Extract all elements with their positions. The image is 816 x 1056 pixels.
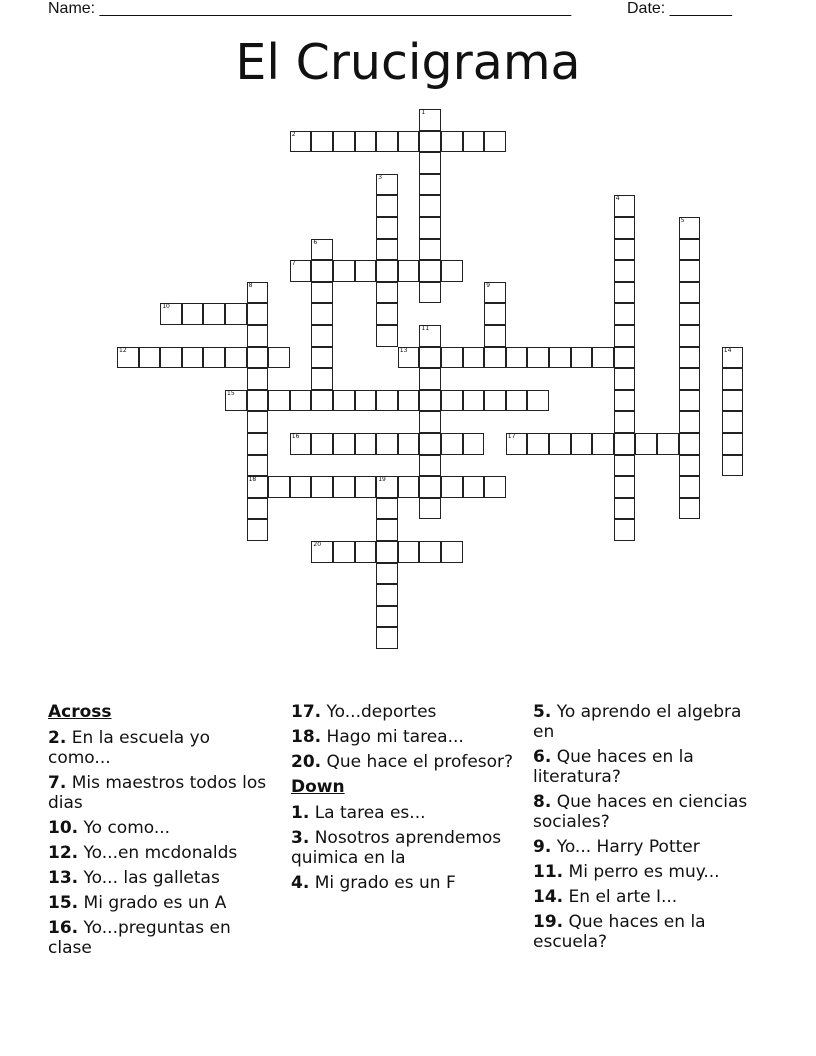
crossword-cell[interactable]	[225, 390, 247, 412]
crossword-cell[interactable]	[376, 260, 398, 282]
crossword-cell[interactable]	[592, 347, 614, 369]
down-clue: 6. Que haces en la literatura?	[533, 747, 694, 787]
crossword-cell[interactable]	[311, 260, 333, 282]
crossword-cell[interactable]	[376, 131, 398, 153]
crossword-cell[interactable]	[484, 476, 506, 498]
crossword-cell[interactable]	[722, 368, 744, 390]
crossword-cell[interactable]	[247, 476, 269, 498]
cell-number: 20	[313, 541, 322, 548]
across-clue: 10. Yo como...	[48, 818, 171, 838]
crossword-cell[interactable]	[463, 476, 485, 498]
crossword-cell[interactable]	[376, 390, 398, 412]
crossword-cell[interactable]	[419, 195, 441, 217]
crossword-cell[interactable]	[376, 606, 398, 628]
across-clue: 2. En la escuela yo como...	[48, 728, 211, 768]
crossword-cell[interactable]	[679, 260, 701, 282]
crossword-cell[interactable]	[679, 498, 701, 520]
crossword-cell[interactable]	[290, 390, 312, 412]
crossword-cell[interactable]	[398, 476, 420, 498]
crossword-cell[interactable]	[376, 195, 398, 217]
crossword-cell[interactable]	[247, 347, 269, 369]
crossword-cell[interactable]	[679, 217, 701, 239]
crossword-cell[interactable]	[311, 433, 333, 455]
crossword-cell[interactable]	[247, 368, 269, 390]
crossword-cell[interactable]	[441, 260, 463, 282]
crossword-cell[interactable]	[614, 433, 636, 455]
crossword-cell[interactable]	[679, 390, 701, 412]
down-clue: 3. Nosotros aprendemos quimica en la	[291, 828, 502, 868]
crossword-cell[interactable]	[463, 347, 485, 369]
crossword-cell[interactable]	[160, 347, 182, 369]
cell-number: 16	[291, 433, 300, 440]
down-clue: 5. Yo aprendo el algebra en	[533, 702, 742, 742]
down-clue: 11. Mi perro es muy...	[533, 862, 720, 882]
crossword-cell[interactable]	[333, 433, 355, 455]
crossword-cell[interactable]	[419, 390, 441, 412]
crossword-cell[interactable]	[614, 239, 636, 261]
crossword-cell[interactable]	[484, 303, 506, 325]
crossword-cell[interactable]	[247, 282, 269, 304]
crossword-cell[interactable]	[398, 541, 420, 563]
crossword-cell[interactable]	[139, 347, 161, 369]
crossword-cell[interactable]	[182, 347, 204, 369]
crossword-cell[interactable]	[614, 519, 636, 541]
crossword-cell[interactable]	[117, 347, 139, 369]
across-clue: 20. Que hace el profesor?	[291, 752, 514, 772]
down-clue: 9. Yo... Harry Potter	[533, 837, 700, 857]
crossword-cell[interactable]	[419, 455, 441, 477]
crossword-cell[interactable]	[376, 541, 398, 563]
crossword-cell[interactable]	[355, 260, 377, 282]
down-clue: 14. En el arte I...	[533, 887, 678, 907]
crossword-cell[interactable]	[376, 239, 398, 261]
crossword-cell[interactable]	[506, 347, 528, 369]
cell-number: 5	[680, 217, 685, 224]
crossword-cell[interactable]	[614, 455, 636, 477]
cell-number: 3	[378, 173, 383, 181]
crossword-cell[interactable]	[441, 131, 463, 153]
across-heading: Across	[48, 702, 112, 722]
crossword-cell[interactable]	[441, 347, 463, 369]
crossword-cell[interactable]	[333, 390, 355, 412]
crossword-cell[interactable]	[614, 411, 636, 433]
down-clue: 19. Que haces en la escuela?	[533, 912, 706, 952]
crossword-cell[interactable]	[419, 282, 441, 304]
across-clue: 15. Mi grado es un A	[48, 893, 227, 913]
crossword-cell[interactable]	[722, 455, 744, 477]
crossword-cell[interactable]	[419, 131, 441, 153]
crossword-cell[interactable]	[614, 390, 636, 412]
name-field[interactable]: Name: _____________________________________________________	[48, 0, 572, 17]
crossword-cell[interactable]	[614, 476, 636, 498]
crossword-cell[interactable]	[679, 368, 701, 390]
crossword-cell[interactable]	[679, 476, 701, 498]
crossword-cell[interactable]	[247, 498, 269, 520]
crossword-cell[interactable]	[290, 260, 312, 282]
crossword-cell[interactable]	[419, 109, 441, 131]
crossword-cell[interactable]	[549, 433, 571, 455]
crossword-cell[interactable]	[635, 433, 657, 455]
crossword-cell[interactable]	[419, 498, 441, 520]
crossword-cell[interactable]	[333, 476, 355, 498]
across-clue: 7. Mis maestros todos los dias	[48, 773, 267, 813]
crossword-cell[interactable]	[311, 131, 333, 153]
cell-number: 12	[119, 346, 127, 354]
crossword-cell[interactable]	[679, 455, 701, 477]
crossword-cell[interactable]	[614, 347, 636, 369]
crossword-cell[interactable]	[376, 627, 398, 649]
cell-number: 19	[378, 476, 386, 484]
crossword-cell[interactable]	[722, 347, 744, 369]
crossword-cell[interactable]	[376, 498, 398, 520]
crossword-cell[interactable]	[268, 390, 290, 412]
crossword-cell[interactable]	[679, 282, 701, 304]
crossword-cell[interactable]	[614, 195, 636, 217]
cell-number: 2	[291, 130, 296, 138]
crossword-cell[interactable]	[571, 433, 593, 455]
crossword-cell[interactable]	[225, 303, 247, 325]
crossword-cell[interactable]	[419, 217, 441, 239]
crossword-cell[interactable]	[614, 325, 636, 347]
cell-number: 14	[723, 346, 732, 354]
crossword-cell[interactable]	[419, 347, 441, 369]
crossword-cell[interactable]	[614, 303, 636, 325]
crossword-cell[interactable]	[419, 260, 441, 282]
crossword-cell[interactable]	[506, 390, 528, 412]
crossword-cell[interactable]	[419, 476, 441, 498]
crossword-cell[interactable]	[419, 433, 441, 455]
crossword-cell[interactable]	[247, 390, 269, 412]
crossword-cell[interactable]	[311, 239, 333, 261]
crossword-cell[interactable]	[333, 131, 355, 153]
crossword-cell[interactable]	[527, 433, 549, 455]
across-clue: 13. Yo... las galletas	[48, 868, 220, 888]
crossword-cell[interactable]	[679, 347, 701, 369]
crossword-cell[interactable]	[355, 131, 377, 153]
across-clue: 16. Yo...preguntas en clase	[48, 918, 231, 958]
crossword-cell[interactable]	[311, 347, 333, 369]
crossword-cell[interactable]	[419, 368, 441, 390]
cell-number: 15	[227, 389, 235, 397]
crossword-cell[interactable]	[225, 347, 247, 369]
crossword-cell[interactable]	[376, 325, 398, 347]
down-clue: 4. Mi grado es un F	[291, 873, 456, 893]
crossword-cell[interactable]	[419, 541, 441, 563]
crossword-cell[interactable]	[311, 325, 333, 347]
crossword-cell[interactable]	[484, 390, 506, 412]
crossword-cell[interactable]	[376, 282, 398, 304]
crossword-cell[interactable]	[419, 174, 441, 196]
crossword-cell[interactable]	[355, 433, 377, 455]
date-field[interactable]: Date: _______	[627, 0, 732, 17]
crossword-cell[interactable]	[679, 325, 701, 347]
crossword-cell[interactable]	[268, 347, 290, 369]
crossword-cell[interactable]	[333, 541, 355, 563]
crossword-cell[interactable]	[441, 433, 463, 455]
crossword-cell[interactable]	[376, 174, 398, 196]
cell-number: 11	[421, 325, 430, 332]
crossword-cell[interactable]	[722, 390, 744, 412]
crossword-cell[interactable]	[311, 476, 333, 498]
crossword-cell[interactable]	[182, 303, 204, 325]
crossword-cell[interactable]	[376, 584, 398, 606]
crossword-cell[interactable]	[290, 131, 312, 153]
crossword-cell[interactable]	[614, 498, 636, 520]
crossword-cell[interactable]	[484, 347, 506, 369]
crossword-cell[interactable]	[679, 239, 701, 261]
crossword-cell[interactable]	[398, 260, 420, 282]
crossword-cell[interactable]	[614, 260, 636, 282]
across-clue: 18. Hago mi tarea...	[291, 727, 464, 747]
cell-number: 13	[399, 346, 408, 354]
crossword-cell[interactable]	[419, 325, 441, 347]
crossword-cell[interactable]	[376, 563, 398, 585]
crossword-cell[interactable]	[679, 303, 701, 325]
crossword-cell[interactable]	[311, 390, 333, 412]
cell-number: 7	[291, 260, 296, 268]
crossword-cell[interactable]	[398, 347, 420, 369]
crossword-cell[interactable]	[247, 325, 269, 347]
crossword-cell[interactable]	[484, 325, 506, 347]
across-clue: 12. Yo...en mcdonalds	[48, 843, 238, 863]
crossword-cell[interactable]	[506, 433, 528, 455]
page-title: El Crucigrama	[235, 34, 581, 91]
clue-column-2	[291, 702, 519, 898]
crossword-cell[interactable]	[311, 541, 333, 563]
crossword-cell[interactable]	[333, 260, 355, 282]
crossword-cell[interactable]	[290, 476, 312, 498]
cell-number: 17	[507, 433, 516, 440]
crossword-cell[interactable]	[398, 390, 420, 412]
crossword-cell[interactable]	[441, 390, 463, 412]
cell-number: 4	[615, 195, 620, 203]
crossword-cell[interactable]	[419, 239, 441, 261]
crossword-cell[interactable]	[376, 476, 398, 498]
crossword-cell[interactable]	[355, 390, 377, 412]
crossword-cell[interactable]	[311, 303, 333, 325]
crossword-cell[interactable]	[549, 347, 571, 369]
crossword-cell[interactable]	[376, 433, 398, 455]
crossword-cell[interactable]	[247, 411, 269, 433]
down-heading: Down	[291, 777, 345, 797]
crossword-cell[interactable]	[571, 347, 593, 369]
crossword-cell[interactable]	[419, 152, 441, 174]
crossword-cell[interactable]	[441, 476, 463, 498]
cell-number: 10	[162, 303, 170, 311]
crossword-cell[interactable]	[247, 433, 269, 455]
down-clue: 8. Que haces en ciencias sociales?	[533, 792, 748, 832]
crossword-cell[interactable]	[463, 433, 485, 455]
crossword-cell[interactable]	[614, 368, 636, 390]
crossword-cell[interactable]	[463, 390, 485, 412]
crossword-cell[interactable]	[160, 303, 182, 325]
crossword-cell[interactable]	[614, 217, 636, 239]
clue-column-3	[533, 702, 761, 957]
crossword-cell[interactable]	[679, 411, 701, 433]
crossword-cell[interactable]	[311, 368, 333, 390]
crossword-cell[interactable]	[657, 433, 679, 455]
crossword-cell[interactable]	[290, 433, 312, 455]
crossword-cell[interactable]	[268, 476, 290, 498]
crossword-cell[interactable]	[419, 411, 441, 433]
crossword-cell[interactable]	[355, 541, 377, 563]
crossword-cell[interactable]	[441, 541, 463, 563]
cell-number: 18	[248, 476, 257, 484]
crossword-cell[interactable]	[203, 303, 225, 325]
crossword-cell[interactable]	[376, 519, 398, 541]
crossword-cell[interactable]	[398, 131, 420, 153]
crossword-cell[interactable]	[722, 433, 744, 455]
cell-number: 9	[486, 281, 491, 289]
crossword-cell[interactable]	[484, 131, 506, 153]
crossword-cell[interactable]	[722, 411, 744, 433]
crossword-cell[interactable]	[311, 282, 333, 304]
crossword-cell[interactable]	[527, 347, 549, 369]
crossword-cell[interactable]	[527, 390, 549, 412]
crossword-cell[interactable]	[247, 303, 269, 325]
crossword-cell[interactable]	[203, 347, 225, 369]
crossword-cell[interactable]	[355, 476, 377, 498]
crossword-cell[interactable]	[463, 131, 485, 153]
cell-number: 6	[313, 238, 318, 246]
down-clue: 1. La tarea es...	[291, 803, 426, 823]
clue-column-1	[48, 702, 276, 963]
crossword-cell[interactable]	[376, 303, 398, 325]
crossword-cell[interactable]	[614, 282, 636, 304]
crossword-cell[interactable]	[247, 455, 269, 477]
cell-number: 1	[421, 109, 426, 116]
crossword-cell[interactable]	[376, 217, 398, 239]
crossword-cell[interactable]	[484, 282, 506, 304]
cell-number: 8	[248, 281, 253, 289]
crossword-cell[interactable]	[592, 433, 614, 455]
crossword-cell[interactable]	[398, 433, 420, 455]
crossword-cell[interactable]	[679, 433, 701, 455]
across-clue: 17. Yo...deportes	[291, 702, 437, 722]
crossword-cell[interactable]	[247, 519, 269, 541]
